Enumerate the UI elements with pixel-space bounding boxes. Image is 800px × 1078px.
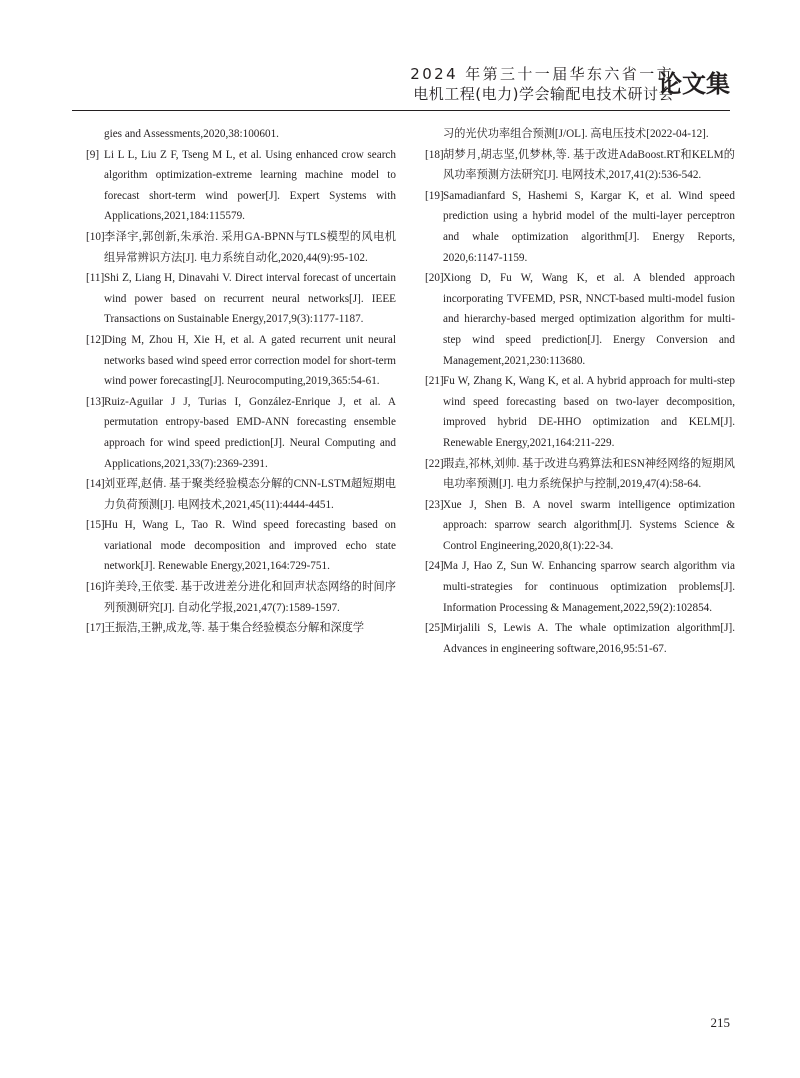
reference-text: Mirjalili S, Lewis A. The whale optimization algorithm[J]. Advances in engineering software,2016,95:51-67. — [443, 622, 735, 655]
reference-text: Ruiz-Aguilar J J, Turias I, González-Enrique J, et al. A permutation entropy-based EMD-ANN forecasting ensemble approach for wind speed prediction[J]. Neural Computing and Applications,2021,33(7):2369-2391. — [104, 395, 396, 470]
reference-continuation — [425, 124, 735, 145]
reference-number: [19] — [425, 189, 444, 202]
references-right-column — [425, 124, 735, 659]
reference-entry — [86, 392, 396, 474]
reference-text: Xue J, Shen B. A novel swarm intelligence optimization approach: sparrow search algorithm[J]. Systems Science & Control Engineering,2020,8(1):22-34. — [443, 498, 735, 552]
conference-name-line1: 2024 年第三十一届华东六省一市 — [410, 65, 674, 83]
reference-number: [9] — [86, 148, 100, 161]
reference-entry — [425, 371, 735, 453]
reference-entry — [86, 227, 396, 268]
reference-entry — [86, 330, 396, 392]
reference-entry — [86, 474, 396, 515]
reference-text: Fu W, Zhang K, Wang K, et al. A hybrid approach for multi-step wind speed forecasting based on two-layer decomposition, improved hybrid DE-HHO optimization and KELM[J]. Renewable Energy,2021,164:211-229. — [443, 375, 735, 449]
reference-number: [25] — [425, 622, 444, 635]
reference-entry — [86, 618, 396, 639]
reference-text: 习的光伏功率组合预测[J/OL]. 高电压技术[2022-04-12]. — [443, 128, 709, 140]
reference-entry — [86, 268, 396, 330]
reference-text: 许美玲,王依雯. 基于改进差分进化和回声状态网络的时间序列预测研究[J]. 自动化学报,2021,47(7):1589-1597. — [104, 581, 396, 614]
reference-text: gies and Assessments,2020,38:100601. — [104, 128, 279, 140]
reference-number: [11] — [86, 272, 105, 285]
reference-entry — [425, 495, 735, 557]
page-number: 215 — [710, 1015, 730, 1030]
reference-number: [16] — [86, 581, 105, 594]
reference-text: Ding M, Zhou H, Xie H, et al. A gated recurrent unit neural networks based wind speed error correction model for short-term wind power forecasting[J]. Neurocomputing,2019,365:54-61. — [104, 333, 396, 388]
reference-entry — [86, 577, 396, 618]
reference-text: 李泽宇,郭创新,朱承治. 采用GA-BPNN与TLS模型的风电机组异常辨识方法[J]. 电力系统自动化,2020,44(9):95-102. — [104, 230, 396, 264]
header-text-block — [410, 64, 674, 104]
header-divider — [72, 110, 730, 111]
proceedings-title: 论文集 — [658, 70, 730, 98]
reference-text: 胡梦月,胡志坚,仉梦林,等. 基于改进AdaBoost.RT和KELM的风功率预测方法研究[J]. 电网技术,2017,41(2):536-542. — [443, 148, 735, 182]
reference-entry — [425, 556, 735, 618]
reference-number: [17] — [86, 622, 105, 635]
reference-text: Li L L, Liu Z F, Tseng M L, et al. Using enhanced crow search algorithm optimization-extreme learning machine model to forecast short-term wind power[J]. Expert Systems with Applications,2021,184:115579. — [104, 148, 396, 223]
reference-number: [14] — [86, 478, 105, 491]
reference-number: [12] — [86, 333, 105, 346]
reference-number: [10] — [86, 230, 105, 243]
reference-text: 刘亚珲,赵倩. 基于聚类经验模态分解的CNN-LSTM超短期电力负荷预测[J]. 电网技术,2021,45(11):4444-4451. — [104, 478, 396, 511]
reference-entry — [425, 145, 735, 186]
reference-number: [23] — [425, 498, 444, 511]
reference-number: [21] — [425, 375, 444, 388]
reference-continuation — [86, 124, 396, 145]
reference-text: 王振浩,王翀,成龙,等. 基于集合经验模态分解和深度学 — [104, 622, 365, 635]
reference-entry — [425, 618, 735, 659]
reference-text: Ma J, Hao Z, Sun W. Enhancing sparrow search algorithm via multi-strategies for continuous optimization problems[J]. Information Processing & Management,2022,59(2):102854. — [443, 560, 735, 614]
reference-text: 瑕垚,祁林,刘帅. 基于改进乌鸦算法和ESN神经网络的短期风电功率预测[J]. 电力系统保护与控制,2019,47(4):58-64. — [443, 457, 735, 491]
reference-entry — [425, 186, 735, 268]
reference-entry — [425, 268, 735, 371]
reference-entry — [86, 515, 396, 577]
conference-name-line2: 电机工程(电力)学会输配电技术研讨会 — [413, 85, 674, 103]
reference-text: Shi Z, Liang H, Dinavahi V. Direct interval forecast of uncertain wind power based on recurrent neural networks[J]. IEEE Transactions on Sustainable Energy,2017,9(3):1177-1187. — [104, 272, 396, 326]
reference-number: [20] — [425, 272, 444, 285]
reference-text: Xiong D, Fu W, Wang K, et al. A blended approach incorporating TVFEMD, PSR, NNCT-based multi-model fusion and hierarchy-based merged optimization algorithm for multi-step wind speed prediction[J]. Energy Conversion and Management,2021,230:113680. — [443, 272, 735, 367]
reference-number: [15] — [86, 519, 105, 532]
reference-entry — [86, 145, 396, 227]
reference-text: Samadianfard S, Hashemi S, Kargar K, et al. Wind speed prediction using a hybrid model of the multi-layer perceptron and whale optimization algorithm[J]. Energy Reports, 2020,6:1147-1159. — [443, 189, 735, 264]
running-header — [0, 64, 800, 108]
reference-text: Hu H, Wang L, Tao R. Wind speed forecasting based on variational mode decomposition and improved echo state network[J]. Renewable Energy,2021,164:729-751. — [104, 519, 396, 573]
reference-entry — [425, 454, 735, 495]
references-left-column — [86, 124, 396, 639]
reference-number: [22] — [425, 457, 444, 470]
reference-number: [18] — [425, 148, 444, 161]
reference-number: [24] — [425, 560, 444, 573]
reference-number: [13] — [86, 395, 105, 408]
